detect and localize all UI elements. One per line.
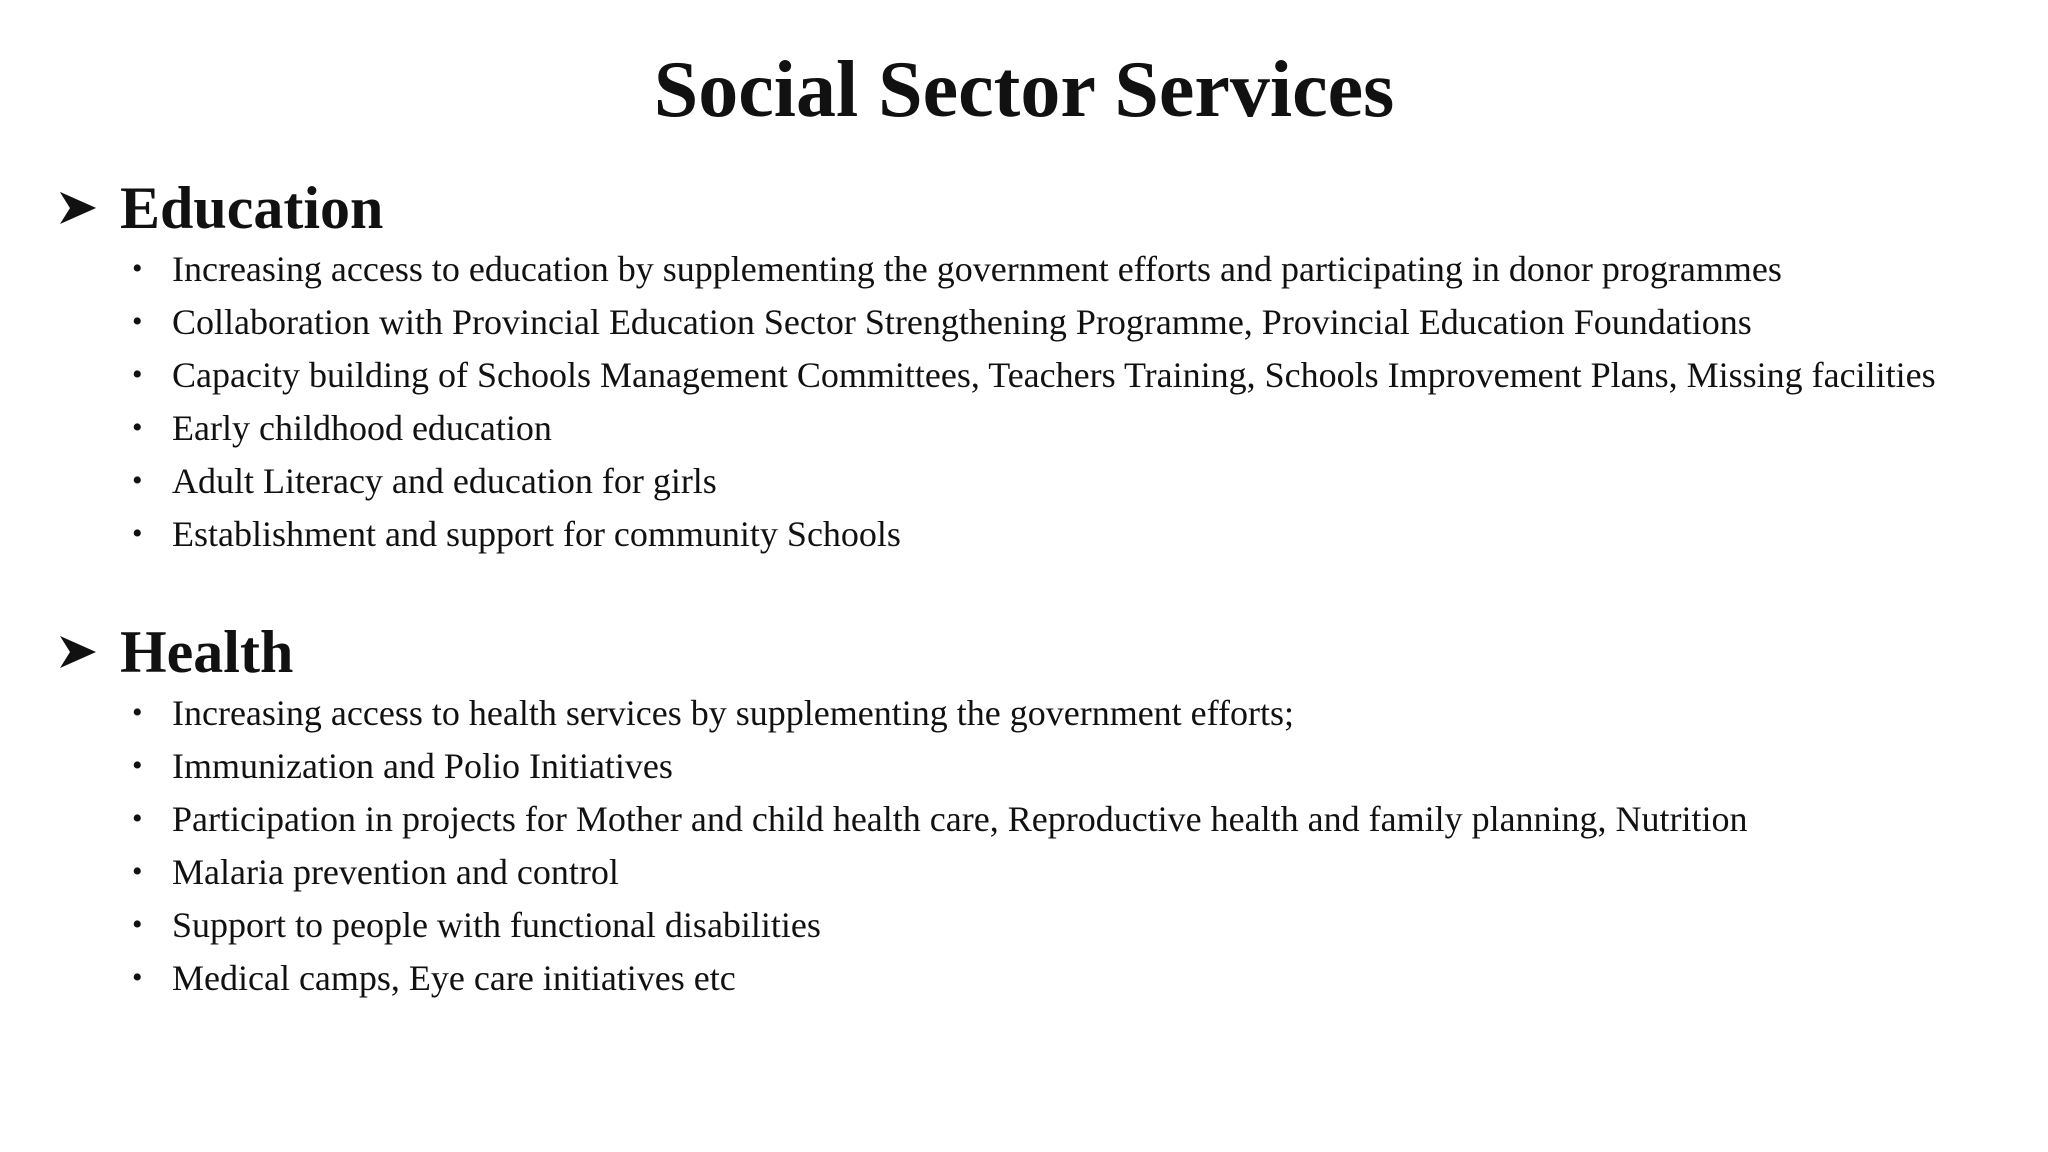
list-item: • Increasing access to health services by supplementing the government efforts;: [132, 693, 1294, 733]
section-health: [58, 612, 2018, 1010]
list-item: • Capacity building of Schools Management Committees, Teachers Training, Schools Improvement Plans, Missing facilities: [132, 355, 1936, 395]
list-item: • Early childhood education: [132, 408, 552, 448]
bullet-dot-icon: •: [132, 464, 143, 497]
bullet-dot-icon: •: [132, 517, 143, 550]
bullet-dot-icon: •: [132, 696, 143, 729]
list-item: • Immunization and Polio Initiatives: [132, 746, 673, 786]
list-item: • Adult Literacy and education for girls: [132, 461, 717, 501]
education-bullet-list: [132, 248, 2018, 555]
section-heading: [58, 612, 2018, 692]
bullet-dot-icon: •: [132, 252, 143, 285]
bullet-dot-icon: •: [132, 749, 143, 782]
list-item: • Malaria prevention and control: [132, 852, 619, 892]
slide-title: Social Sector Services: [653, 46, 1395, 134]
list-item: • Establishment and support for community Schools: [132, 514, 901, 554]
health-bullet-list: [132, 692, 2018, 999]
section-title-education: Education: [120, 175, 384, 241]
list-item: • Support to people with functional disabilities: [132, 905, 821, 945]
bullet-dot-icon: •: [132, 802, 143, 835]
list-item: • Collaboration with Provincial Education Sector Strengthening Programme, Provincial Education Foundations: [132, 302, 1752, 342]
bullet-dot-icon: •: [132, 358, 143, 391]
section-heading: [58, 168, 2018, 248]
bullet-dot-icon: •: [132, 411, 143, 444]
bullet-dot-icon: •: [132, 908, 143, 941]
list-item: • Increasing access to education by supplementing the government efforts and participating in donor programmes: [132, 249, 1782, 289]
section-education: [58, 168, 2018, 566]
bullet-dot-icon: •: [132, 961, 143, 994]
arrowhead-bullet-icon: [58, 632, 98, 672]
section-title-health: Health: [120, 619, 294, 685]
bullet-dot-icon: •: [132, 855, 143, 888]
arrowhead-bullet-icon: [58, 188, 98, 228]
list-item: • Participation in projects for Mother and child health care, Reproductive health and family planning, Nutrition: [132, 799, 1748, 839]
list-item: • Medical camps, Eye care initiatives etc: [132, 958, 736, 998]
bullet-dot-icon: •: [132, 305, 143, 338]
